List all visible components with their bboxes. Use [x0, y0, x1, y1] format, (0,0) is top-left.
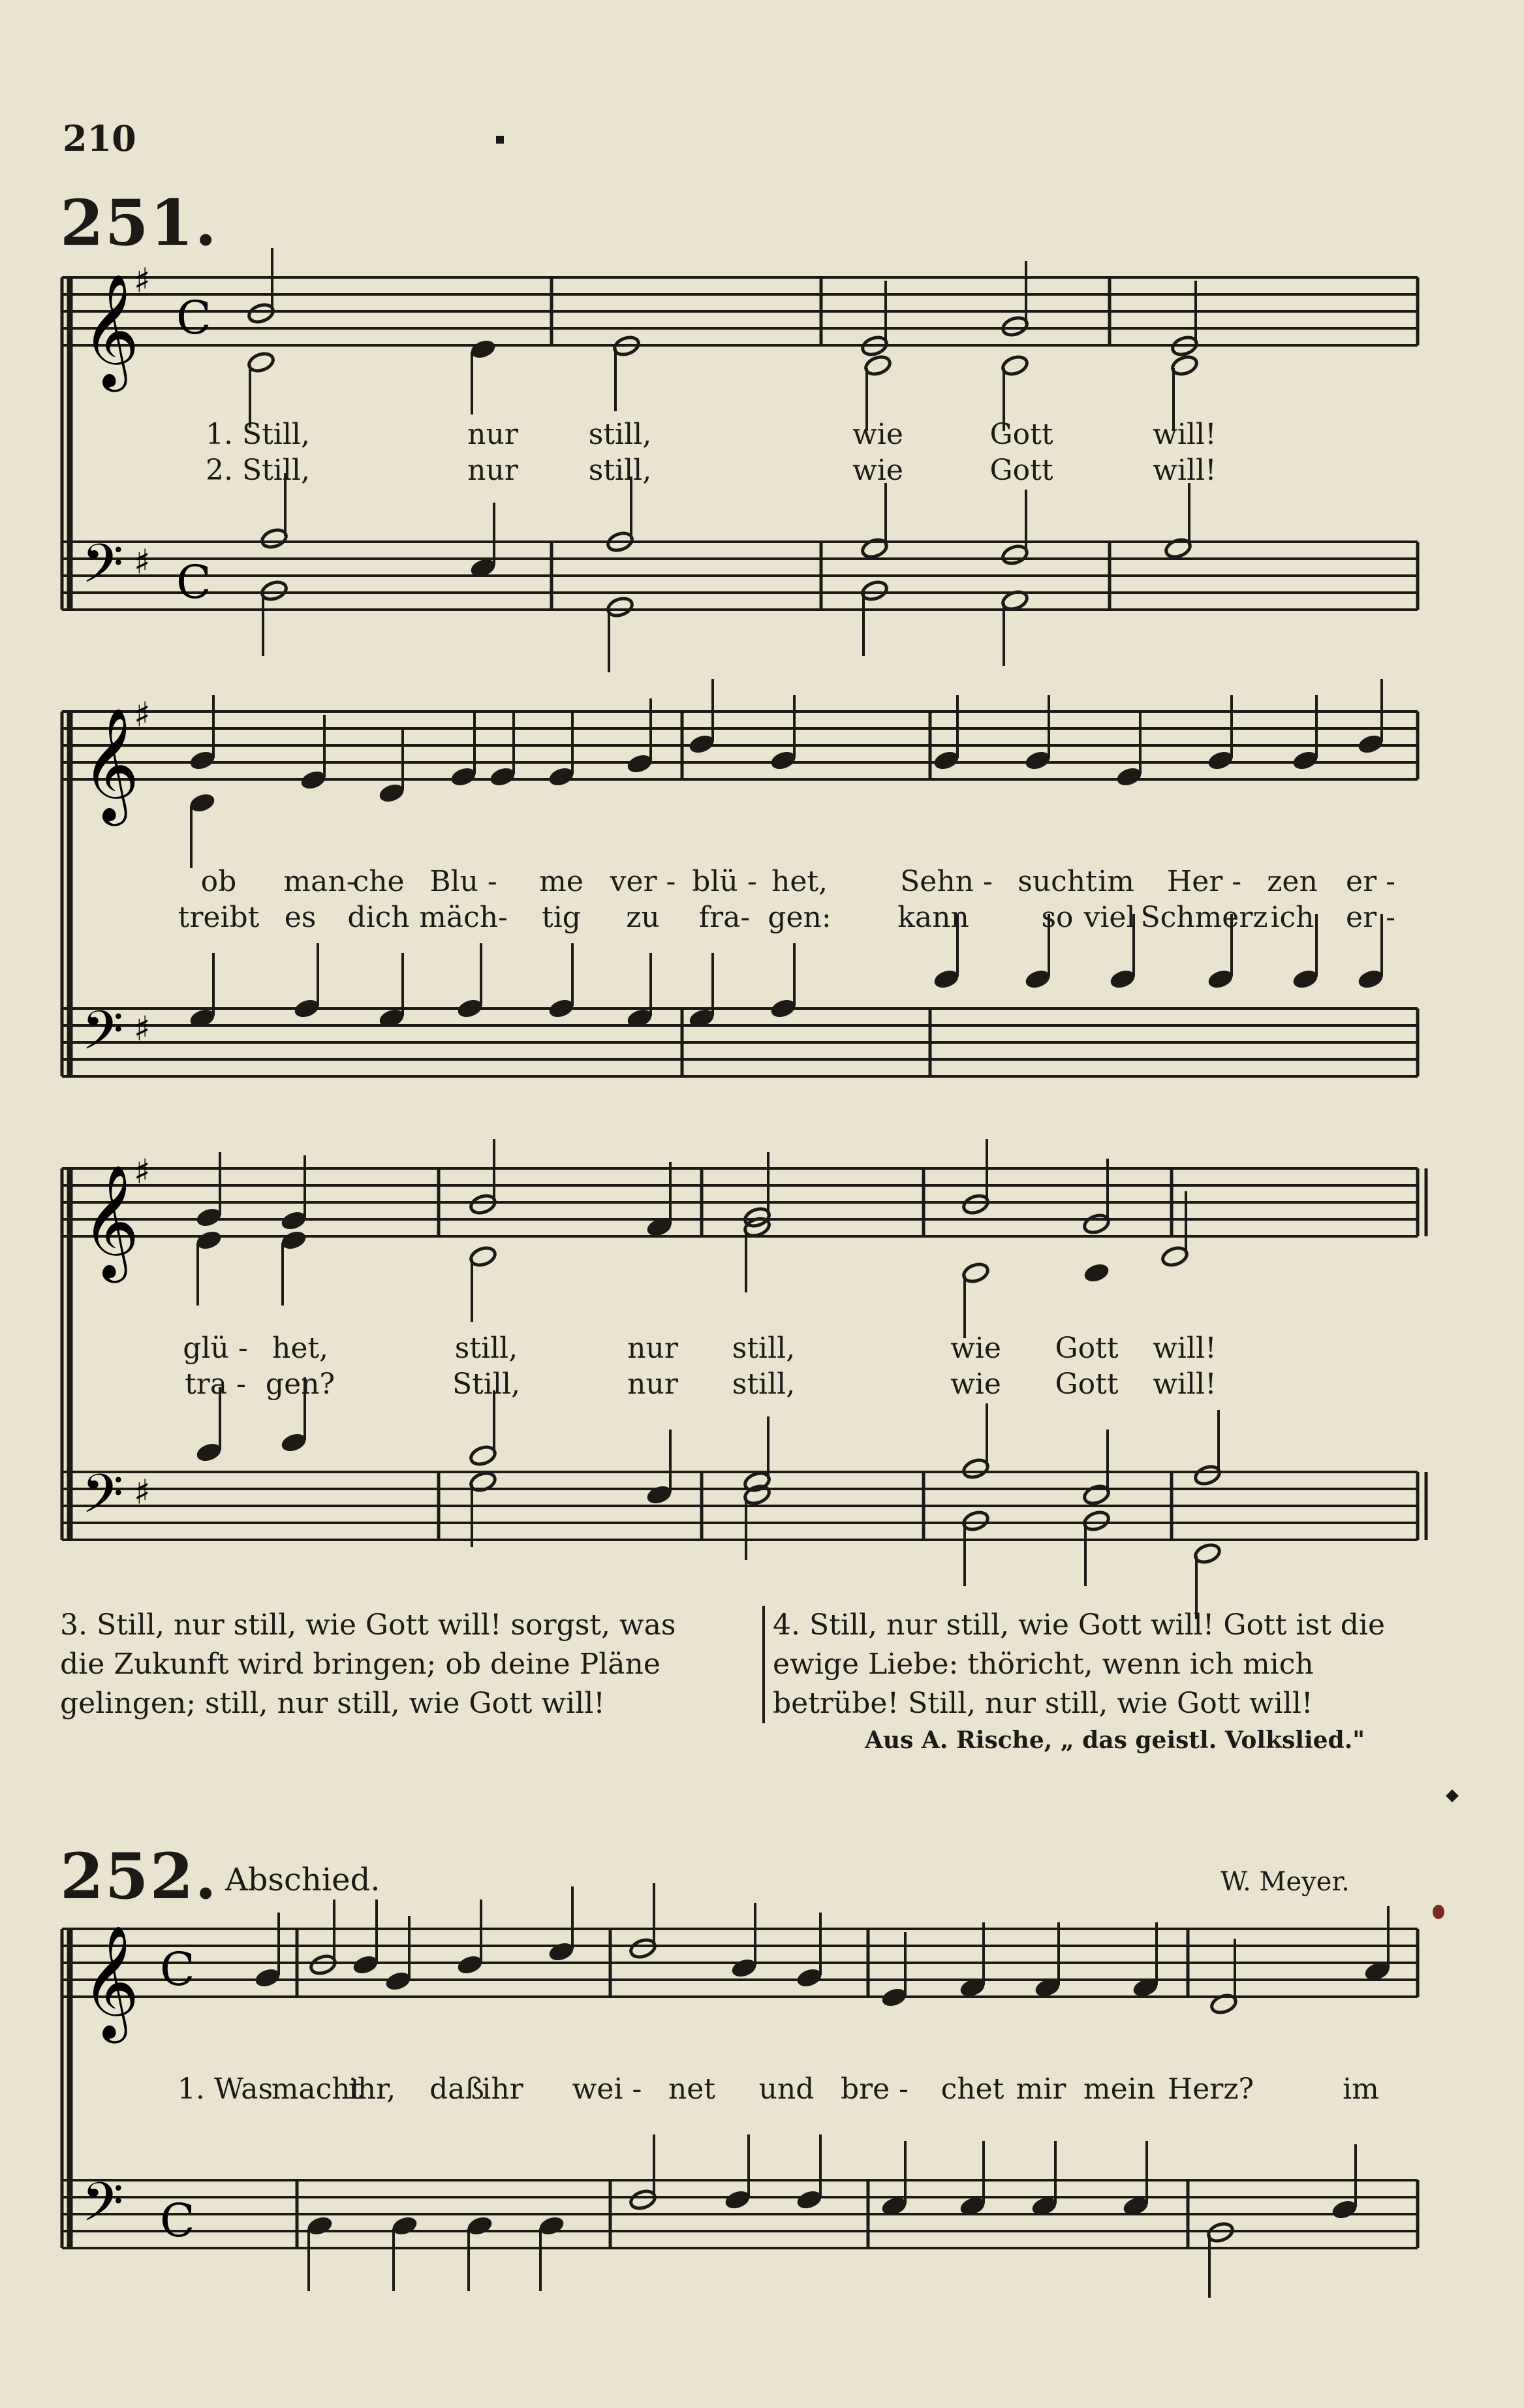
- lyric-syllable: treibt: [178, 901, 260, 934]
- lyric-syllable: zen: [1267, 865, 1318, 898]
- sharp-sign: ♯: [134, 1152, 151, 1192]
- lyric-syllable: still,: [588, 418, 652, 451]
- lyric-syllable: Gott: [989, 454, 1053, 487]
- lyric-syllable: het,: [272, 1332, 329, 1365]
- lyric-syllable: nur: [627, 1368, 678, 1401]
- lyric-syllable: mein: [1083, 2072, 1156, 2106]
- treble-clef: 𝄞: [82, 1925, 140, 2039]
- lyric-syllable: 2. Still,: [206, 454, 310, 487]
- lyric-syllable: zu: [626, 901, 660, 934]
- lyric-syllable: che: [352, 865, 405, 898]
- lyric-syllable: still,: [588, 454, 652, 487]
- bass-clef: 𝄢: [82, 1462, 124, 1539]
- lyric-syllable: nur: [467, 454, 518, 487]
- lyric-syllable: bre -: [840, 2072, 909, 2106]
- lyric-syllable: will!: [1153, 454, 1217, 487]
- lyric-syllable: mir: [1016, 2072, 1066, 2106]
- hymn-252-composer: W. Meyer.: [1221, 1867, 1350, 1897]
- treble-clef: 𝄞: [82, 708, 140, 821]
- lyric-syllable: Still,: [452, 1368, 521, 1401]
- lyric-syllable: net: [668, 2072, 716, 2106]
- lyric-syllable: gen?: [265, 1368, 335, 1401]
- lyric-syllable: Gott: [989, 418, 1053, 451]
- lyric-syllable: tra -: [185, 1368, 246, 1401]
- lyric-syllable: so: [1041, 901, 1074, 934]
- lyric-syllable: ihr: [482, 2072, 523, 2106]
- page-number: 210: [63, 117, 136, 159]
- bass-clef: 𝄢: [82, 2170, 124, 2247]
- lyric-syllable: Gott: [1055, 1332, 1119, 1365]
- lyric-syllable: im: [1098, 865, 1134, 898]
- common-time: C: [160, 2194, 195, 2247]
- stanza-4: 4. Still, nur still, wie Gott will! Gott ist die ewige Liebe: thöricht, wenn ich mich betrübe! Still, nur still, wie Gott will!: [762, 1606, 1432, 1723]
- hymn-252-title: Abschied.: [225, 1862, 381, 1898]
- lyric-syllable: wie: [852, 418, 903, 451]
- lyric-syllable: still,: [732, 1368, 796, 1401]
- lyric-syllable: er -: [1346, 865, 1395, 898]
- lyric-syllable: Blu -: [429, 865, 497, 898]
- lyric-syllable: und: [758, 2072, 815, 2106]
- lyric-syllable: Herz?: [1167, 2072, 1254, 2106]
- lyric-syllable: wei -: [572, 2072, 642, 2106]
- lyric-syllable: still,: [454, 1332, 518, 1365]
- bass-clef: 𝄢: [82, 532, 124, 608]
- lyric-syllable: ver -: [610, 865, 676, 898]
- stanza-3: 3. Still, nur still, wie Gott will! sorgst, was die Zukunft wird bringen; ob deine Pläne gelingen; still, nur still, wie Gott will!: [60, 1608, 676, 1720]
- source-attribution: Aus A. Rische, „ das geistl. Volkslied.": [865, 1727, 1365, 1754]
- ink-dot: [496, 136, 504, 144]
- common-time: C: [176, 555, 211, 609]
- lyric-syllable: Sehn -: [900, 865, 993, 898]
- common-time: C: [160, 1943, 195, 1996]
- note-head: [1082, 1261, 1111, 1285]
- lyric-syllable: Schmerz: [1140, 901, 1268, 934]
- lyric-syllable: will!: [1153, 1368, 1217, 1401]
- treble-clef: 𝄞: [82, 1165, 140, 1278]
- sharp-sign: ♯: [134, 542, 151, 582]
- lyric-syllable: er -: [1346, 901, 1395, 934]
- lyric-syllable: es: [284, 901, 317, 934]
- lyric-syllable: blü -: [692, 865, 757, 898]
- lyric-syllable: tig: [542, 901, 581, 934]
- lyric-syllable: Her -: [1166, 865, 1242, 898]
- lyric-syllable: wie: [950, 1332, 1001, 1365]
- hymn-251-number: 251.: [60, 186, 218, 260]
- hymn-252-number: 252.: [60, 1839, 218, 1913]
- lyric-syllable: ihr,: [348, 2072, 396, 2106]
- bass-clef: 𝄢: [82, 999, 124, 1075]
- sharp-sign: ♯: [134, 261, 151, 301]
- lyric-syllable: man-: [283, 865, 356, 898]
- lyric-syllable: mäch-: [419, 901, 508, 934]
- lyric-syllable: macht: [271, 2072, 362, 2106]
- lyric-syllable: dich: [347, 901, 410, 934]
- lyric-syllable: will!: [1153, 1332, 1217, 1365]
- lyric-syllable: fra-: [698, 901, 751, 934]
- lyric-syllable: nur: [627, 1332, 678, 1365]
- lyric-syllable: wie: [950, 1368, 1001, 1401]
- lyric-syllable: glü -: [183, 1332, 248, 1365]
- lyric-syllable: kann: [897, 901, 969, 934]
- lyric-syllable: het,: [771, 865, 828, 898]
- sharp-sign: ♯: [134, 1473, 151, 1512]
- sharp-sign: ♯: [134, 1009, 151, 1049]
- ornament-mark: ◆: [1446, 1785, 1459, 1805]
- lyric-syllable: Gott: [1055, 1368, 1119, 1401]
- lyric-syllable: im: [1343, 2072, 1379, 2106]
- lyric-syllable: me: [539, 865, 583, 898]
- treble-clef: 𝄞: [82, 274, 140, 387]
- lyric-syllable: ob: [200, 865, 237, 898]
- ink-spot: [1433, 1905, 1444, 1919]
- sharp-sign: ♯: [134, 695, 151, 735]
- lyric-syllable: ich: [1270, 901, 1314, 934]
- lyric-syllable: viel: [1083, 901, 1136, 934]
- common-time: C: [176, 291, 211, 345]
- lyric-syllable: 1. Still,: [206, 418, 310, 451]
- lyric-syllable: wie: [852, 454, 903, 487]
- lyric-syllable: daß: [429, 2072, 484, 2106]
- lyric-syllable: nur: [467, 418, 518, 451]
- lyric-syllable: will!: [1153, 418, 1217, 451]
- lyric-syllable: chet: [941, 2072, 1004, 2106]
- lyric-syllable: gen:: [768, 901, 832, 934]
- lyric-syllable: 1. Was: [177, 2072, 273, 2106]
- lyric-syllable: still,: [732, 1332, 796, 1365]
- lyric-syllable: sucht: [1018, 865, 1097, 898]
